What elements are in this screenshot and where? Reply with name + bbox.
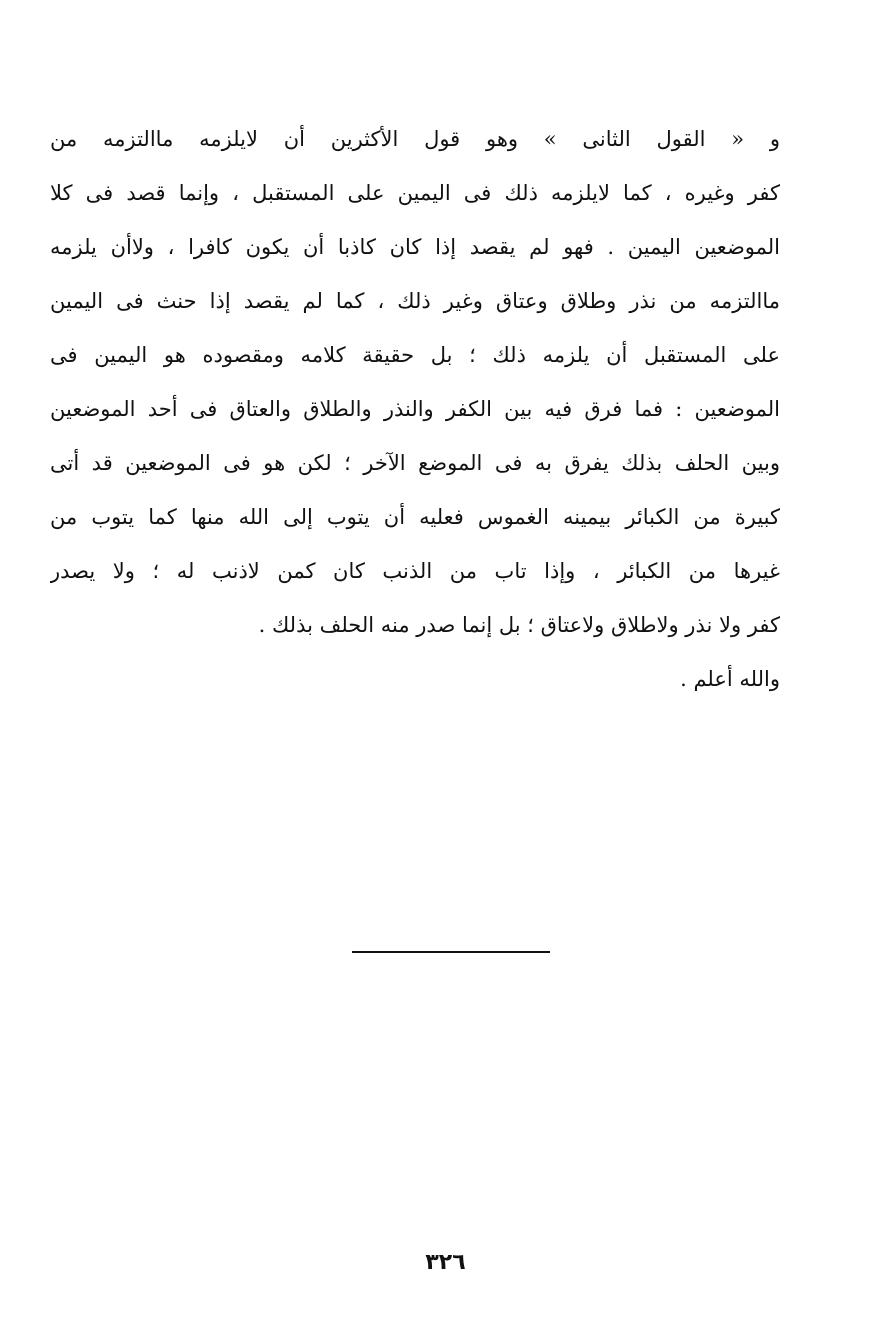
text-line: كفر ولا نذر ولاطلاق ولاعتاق ؛ بل إنما صدر منه الحلف بذلك .	[258, 613, 780, 637]
closing-line: والله أعلم .	[680, 667, 780, 691]
page-number: ٣٢٦	[425, 1250, 466, 1275]
text-line: غيرها من الكبائر ، وإذا تاب من الذنب كان كمن لاذنب له ؛ ولا يصدر	[50, 559, 780, 583]
text-line: و « القول الثانى » وهو قول الأكثرين أن لايلزمه ماالتزمه من	[50, 127, 780, 151]
body-text	[50, 112, 780, 706]
text-line: الموضعين : فما فرق فيه بين الكفر والنذر والطلاق والعتاق فى أحد الموضعين	[50, 397, 780, 421]
text-line: وبين الحلف بذلك يفرق به فى الموضع الآخر ؛ لكن هو فى الموضعين قد أتى	[50, 451, 780, 475]
text-line: ماالتزمه من نذر وطلاق وعتاق وغير ذلك ، كما لم يقصد إذا حنث فى اليمين	[50, 289, 780, 313]
section-divider	[352, 951, 550, 953]
text-line: الموضعين اليمين . فهو لم يقصد إذا كان كاذبا أن يكون كافرا ، ولاأن يلزمه	[50, 235, 780, 259]
text-line: كفر وغيره ، كما لايلزمه ذلك فى اليمين على المستقبل ، وإنما قصد فى كلا	[50, 181, 780, 205]
text-line: كبيرة من الكبائر بيمينه الغموس فعليه أن يتوب إلى الله منها كما يتوب من	[50, 505, 780, 529]
text-line: على المستقبل أن يلزمه ذلك ؛ بل حقيقة كلامه ومقصوده هو اليمين فى	[50, 343, 780, 367]
